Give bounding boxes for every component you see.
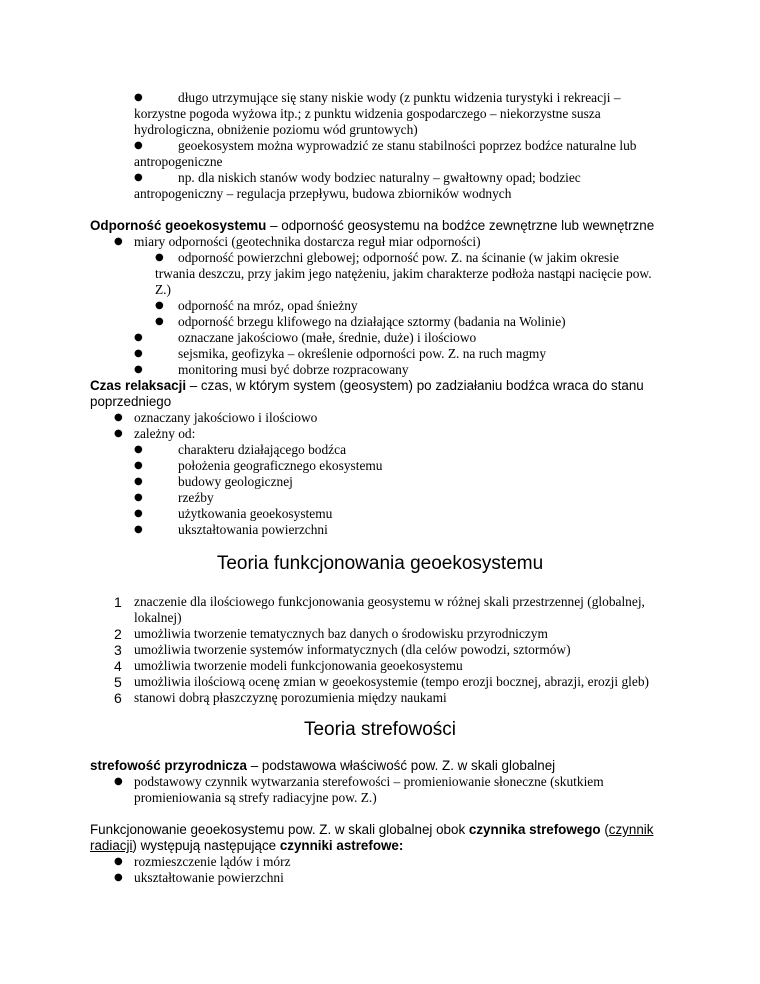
numbered-item: stanowi dobrą płaszczyznę porozumienia między naukami — [134, 690, 447, 705]
list-item-cont: Z.) — [155, 282, 171, 297]
list-item-cont: promieniowania są strefy radiacyjne pow. Z.) — [134, 790, 377, 805]
list-item: rzeźby — [178, 490, 214, 505]
list-item-lead: geoekosystem można wyprowadzić ze stanu stabilności poprzez bodźce naturalne lub — [178, 138, 637, 153]
bullet-icon: ● — [134, 492, 143, 503]
list-number: 6 — [114, 690, 122, 706]
list-item: ukształtowanie powierzchni — [134, 870, 284, 885]
list-item-cont: antropogeniczne — [134, 154, 223, 169]
numbered-item: umożliwia tworzenie modeli funkcjonowania geoekosystemu — [134, 658, 463, 673]
bullet-icon: ● — [134, 524, 143, 535]
list-item-lead: odporność powierzchni glebowej; odporność pow. Z. na ścinanie (w jakim okresie — [178, 250, 619, 265]
list-number: 1 — [114, 594, 122, 610]
list-item: rozmieszczenie lądów i mórz — [134, 854, 291, 869]
list-item-cont: antropogeniczny – regulacja przepływu, budowa zbiorników wodnych — [134, 186, 512, 201]
bullet-icon: ● — [134, 508, 143, 519]
bullet-icon: ● — [134, 140, 143, 151]
list-item: charakteru działającego bodźca — [178, 442, 347, 457]
list-item-lead: długo utrzymujące się stany niskie wody (z punktu widzenia turystyki i rekreacji – — [178, 90, 621, 105]
list-number: 5 — [114, 674, 122, 690]
list-item: miary odporności (geotechnika dostarcza reguł miar odporności) — [134, 234, 481, 249]
list-item: podstawowy czynnik wytwarzania sterefowości – promieniowanie słoneczne (skutkiem — [134, 774, 604, 789]
list-item: monitoring musi być dobrze rozpracowany — [178, 362, 409, 377]
list-item-cont: hydrologiczna, obniżenie poziomu wód gruntowych) — [134, 122, 418, 137]
bullet-icon: ● — [114, 236, 123, 247]
list-number: 2 — [114, 626, 122, 642]
list-item: budowy geologicznej — [178, 474, 293, 489]
astrefowe-paragraph: Funkcjonowanie geoekosystemu pow. Z. w skali globalnej obok czynnika strefowego (czynnik radiacji) występują następujące czynniki astrefowe: — [90, 822, 654, 853]
list-item: odporność na mróz, opad śnieżny — [178, 298, 358, 313]
numbered-item: umożliwia tworzenie tematycznych baz danych o środowisku przyrodniczym — [134, 626, 548, 641]
list-number: 4 — [114, 658, 122, 674]
list-item: sejsmika, geofizyka – określenie odporności pow. Z. na ruch magmy — [178, 346, 547, 361]
term: Czas relaksacji — [90, 378, 187, 393]
list-item: odporność brzegu klifowego na działające sztormy (badania na Wolinie) — [178, 314, 566, 329]
bullet-icon: ● — [134, 332, 143, 343]
list-number: 3 — [114, 642, 122, 658]
list-item: ukształtowania powierzchni — [178, 522, 328, 537]
bullet-icon: ● — [134, 172, 143, 183]
bullet-icon: ● — [155, 252, 164, 263]
bullet-icon: ● — [134, 460, 143, 471]
term: strefowość przyrodnicza — [90, 758, 248, 773]
definition-cont: poprzedniego — [90, 394, 172, 409]
numbered-item-cont: lokalnej) — [134, 610, 182, 625]
bullet-icon: ● — [155, 316, 164, 327]
list-item: oznaczany jakościowo i ilościowo — [134, 410, 318, 425]
bullet-icon: ● — [114, 428, 123, 439]
odpornosc-definition: Odporność geoekosystemu – odporność geosystemu na bodźce zewnętrzne lub wewnętrzne — [90, 218, 655, 233]
list-item: zależny od: — [134, 426, 196, 441]
section-heading: Teoria funkcjonowania geoekosystemu — [216, 553, 544, 574]
bullet-icon: ● — [114, 856, 123, 867]
bullet-icon: ● — [134, 348, 143, 359]
term: Odporność geoekosystemu — [90, 218, 267, 233]
bullet-icon: ● — [114, 412, 123, 423]
bullet-icon: ● — [134, 92, 143, 103]
bullet-icon: ● — [134, 364, 143, 375]
list-item: położenia geograficznego ekosystemu — [178, 458, 383, 473]
relaksacja-definition: Czas relaksacji – czas, w którym system (geosystem) po zadziałaniu bodźca wraca do stanu — [90, 378, 644, 393]
section-heading: Teoria strefowości — [303, 719, 457, 740]
numbered-item: umożliwia ilościową ocenę zmian w geoekosystemie (tempo erozji bocznej, abrazji, erozji gleb) — [134, 674, 649, 689]
bullet-icon: ● — [114, 776, 123, 787]
list-item: oznaczane jakościowo (małe, średnie, duże) i ilościowo — [178, 330, 477, 345]
numbered-item: umożliwia tworzenie systemów informatycznych (dla celów powodzi, sztormów) — [134, 642, 571, 657]
list-item-cont: korzystne pogoda wyżowa itp.; z punktu widzenia gospodarczego – niekorzystne susza — [134, 106, 601, 121]
list-item-cont: trwania deszczu, przy jakim jego natężeniu, jakim charakterze podłoża nastąpi nacięcie pow. — [155, 266, 652, 281]
list-item: użytkowania geoekosystemu — [178, 506, 333, 521]
numbered-item: znaczenie dla ilościowego funkcjonowania geosystemu w różnej skali przestrzennej (globalnej, — [134, 594, 645, 609]
bullet-icon: ● — [134, 444, 143, 455]
strefowosc-definition: strefowość przyrodnicza – podstawowa właściwość pow. Z. w skali globalnej — [90, 758, 556, 773]
bullet-icon: ● — [155, 300, 164, 311]
list-item-lead: np. dla niskich stanów wody bodziec naturalny – gwałtowny opad; bodziec — [178, 170, 581, 185]
bullet-icon: ● — [114, 872, 123, 883]
bullet-icon: ● — [134, 476, 143, 487]
